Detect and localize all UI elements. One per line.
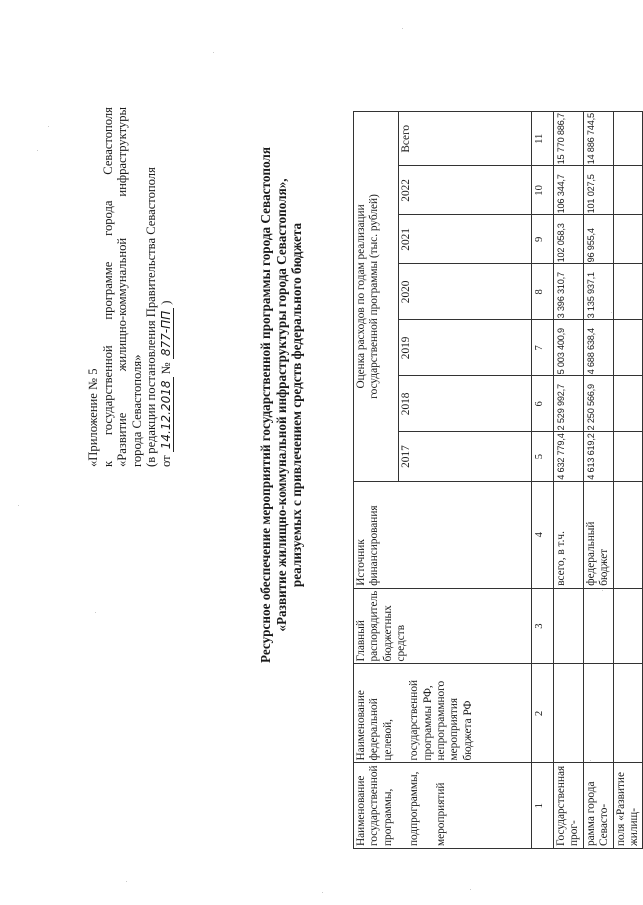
column-number: 2 bbox=[532, 664, 554, 763]
value-cell: 5 003 400,9 bbox=[554, 320, 584, 376]
value-cell bbox=[613, 264, 643, 320]
value-cell: 3 135 937,1 bbox=[583, 264, 613, 320]
value-cell bbox=[613, 432, 643, 481]
annex-line: «Развитие жилищно-коммунальной инфраструктуры bbox=[115, 107, 130, 467]
annex-signature-line: от 14.12.2018 № 877-ПП ) bbox=[158, 300, 173, 467]
value-cell bbox=[613, 112, 643, 166]
column-number: 7 bbox=[532, 320, 554, 376]
budget-manager-cell bbox=[583, 588, 613, 664]
header-year: 2019 bbox=[399, 320, 532, 376]
value-cell: 3 396 310,7 bbox=[554, 264, 584, 320]
value-cell: 4 613 619,2 bbox=[583, 432, 613, 481]
column-number: 3 bbox=[532, 588, 554, 664]
program-name-cell: поля «Развитие жилищ- bbox=[613, 763, 643, 849]
budget-manager-cell bbox=[613, 588, 643, 664]
column-number: 1 bbox=[532, 763, 554, 849]
value-cell: 96 955,4 bbox=[583, 215, 613, 264]
value-cell bbox=[613, 166, 643, 215]
budget-manager-cell bbox=[554, 588, 584, 664]
program-name-cell: Государственная прог- bbox=[554, 763, 584, 849]
header-federal-program: Наименование федеральной целевой, государственной программы РФ, непрограммного мероприятия бюджета РФ bbox=[354, 664, 532, 763]
funding-table bbox=[353, 111, 643, 849]
value-cell: 4 688 638,4 bbox=[583, 320, 613, 376]
handwritten-date: 14.12.2018 bbox=[159, 377, 174, 452]
column-number: 5 bbox=[532, 432, 554, 481]
annex-line: «Приложение № 5 bbox=[86, 368, 100, 467]
title-line: реализуемых с привлечением средств федерального бюджета bbox=[289, 222, 305, 588]
value-cell: 14 886 744,5 bbox=[583, 112, 613, 166]
value-cell bbox=[613, 320, 643, 376]
column-number: 11 bbox=[532, 112, 554, 166]
federal-program-cell bbox=[554, 664, 584, 763]
value-cell: 101 027,5 bbox=[583, 166, 613, 215]
table-row bbox=[613, 112, 643, 849]
federal-program-cell bbox=[613, 664, 643, 763]
value-cell: 2 529 992,7 bbox=[554, 376, 584, 432]
header-year: 2018 bbox=[399, 376, 532, 432]
federal-program-cell bbox=[583, 664, 613, 763]
header-year: 2017 bbox=[399, 432, 532, 481]
funding-source-cell bbox=[613, 481, 643, 588]
column-number: 6 bbox=[532, 376, 554, 432]
title-line: Ресурсное обеспечение мероприятий государственной программы города Севастополя bbox=[258, 147, 273, 663]
value-cell: 106 344,7 bbox=[554, 166, 584, 215]
header-expense-estimate: Оценка расходов по годам реализации государственной программы (тыс. рублей) bbox=[354, 112, 399, 482]
funding-source-cell: всего, в т.ч. bbox=[554, 481, 584, 588]
funding-source-cell: федеральный бюджет bbox=[583, 481, 613, 588]
header-year: 2020 bbox=[399, 264, 532, 320]
annex-line: к государственной программе города Севастополя bbox=[100, 107, 115, 467]
title-line: «Развитие жилищно-коммунальной инфраструктуры города Севастополя», bbox=[273, 178, 289, 632]
header-total: Всего bbox=[399, 112, 532, 166]
column-number: 9 bbox=[532, 215, 554, 264]
document-title bbox=[258, 85, 305, 725]
header-budget-manager: Главный распорядитель бюджетных средств bbox=[354, 588, 532, 664]
handwritten-number: 877-ПП bbox=[159, 308, 174, 359]
value-cell bbox=[613, 376, 643, 432]
column-number: 10 bbox=[532, 166, 554, 215]
value-cell: 102 058,3 bbox=[554, 215, 584, 264]
program-name-cell: рамма города Севасто- bbox=[583, 763, 613, 849]
header-funding-source: Источник финансирования bbox=[354, 481, 532, 588]
value-cell: 4 632 779,4 bbox=[554, 432, 584, 481]
header-year: 2022 bbox=[399, 166, 532, 215]
column-number: 8 bbox=[532, 264, 554, 320]
column-number: 4 bbox=[532, 481, 554, 588]
annex-block bbox=[86, 107, 174, 467]
table-row bbox=[554, 112, 584, 849]
column-number-row bbox=[532, 112, 554, 849]
value-cell bbox=[613, 215, 643, 264]
value-cell: 2 250 566,9 bbox=[583, 376, 613, 432]
header-year: 2021 bbox=[399, 215, 532, 264]
header-program-name: Наименование государственной программы, подпрограммы, мероприятий bbox=[354, 763, 532, 849]
table-row bbox=[583, 112, 613, 849]
value-cell: 15 770 886,7 bbox=[554, 112, 584, 166]
annex-line: города Севастополя» bbox=[129, 354, 144, 467]
annex-line: (в редакции постановления Правительства Севастополя bbox=[144, 167, 159, 467]
